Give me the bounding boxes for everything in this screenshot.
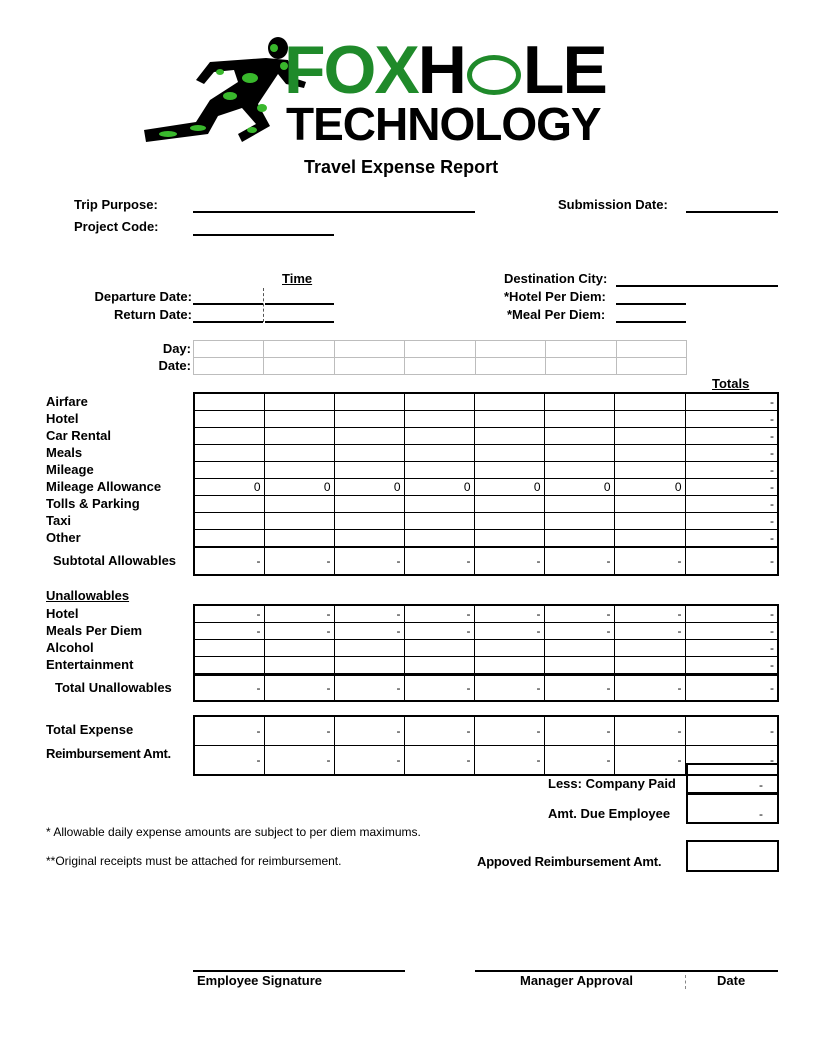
table-row	[194, 428, 778, 445]
day-cell[interactable]	[405, 341, 475, 358]
table-row	[194, 530, 778, 548]
allowables-table	[193, 392, 779, 548]
day-cell[interactable]	[264, 341, 334, 358]
less-company-paid-label: Less: Company Paid	[548, 776, 676, 791]
submission-date-label: Submission Date:	[558, 197, 668, 212]
row-total: -	[685, 445, 778, 462]
hotel-per-diem-field[interactable]	[616, 303, 686, 305]
date-signature-label: Date	[717, 973, 746, 988]
day-cell[interactable]	[546, 341, 616, 358]
logo-text-technology: TECHNOLOGY	[286, 98, 601, 150]
row-label: Meals Per Diem	[46, 623, 143, 638]
less-company-paid-value: -	[686, 763, 779, 795]
table-row	[194, 393, 778, 411]
day-cell[interactable]	[616, 341, 686, 358]
signature-divider	[685, 975, 686, 989]
total-unallowables-row: - - - - - - - -	[193, 674, 779, 702]
manager-approval-label: Manager Approval	[520, 973, 633, 988]
hotel-per-diem-label: *Hotel Per Diem:	[504, 289, 606, 304]
totals-header: Totals	[712, 376, 750, 391]
table-row	[194, 496, 778, 513]
row-label: Hotel	[46, 606, 79, 621]
logo-text-h: H	[417, 32, 465, 108]
row-total: -	[685, 496, 778, 513]
destination-city-field[interactable]	[616, 285, 778, 287]
subtotal-allowables-row: - - - - - - - -	[193, 546, 779, 576]
meal-per-diem-label: *Meal Per Diem:	[507, 307, 606, 322]
logo-text-fox: FOX	[284, 32, 418, 108]
day-cell[interactable]	[475, 341, 545, 358]
row-total: -	[685, 393, 778, 411]
trip-purpose-label: Trip Purpose:	[74, 197, 158, 212]
amt-due-employee-value: -	[686, 792, 779, 824]
report-title: Travel Expense Report	[304, 157, 499, 177]
mileage-allowance-cell: 0	[544, 479, 614, 496]
date-cell[interactable]	[264, 358, 334, 375]
return-time-field[interactable]	[265, 321, 334, 323]
row-total: -	[685, 462, 778, 479]
row-label: Alcohol	[46, 640, 94, 655]
time-header: Time	[282, 271, 313, 286]
company-logo	[138, 34, 698, 154]
subtotal-allowables-label: Subtotal Allowables	[53, 553, 177, 568]
day-date-grid	[193, 340, 687, 375]
table-row	[194, 445, 778, 462]
mileage-allowance-cell: 0	[194, 479, 264, 496]
date-cell[interactable]	[616, 358, 686, 375]
row-label: Taxi	[46, 513, 72, 528]
departure-date-field[interactable]	[193, 303, 263, 305]
row-total: -	[685, 479, 778, 496]
row-label: Airfare	[46, 394, 88, 409]
table-row: - - - - - - - -	[194, 605, 778, 623]
day-label: Day:	[162, 341, 191, 356]
submission-date-field[interactable]	[686, 211, 778, 213]
row-label: Mileage Allowance	[46, 479, 162, 494]
time-divider	[263, 288, 264, 322]
departure-time-field[interactable]	[265, 303, 334, 305]
total-unallowables-label: Total Unallowables	[55, 680, 172, 695]
row-label: Entertainment	[46, 657, 134, 672]
destination-city-label: Destination City:	[504, 271, 608, 286]
table-row	[194, 479, 778, 496]
table-row: - - - - - - - -	[194, 623, 778, 640]
departure-date-label: Departure Date:	[94, 289, 192, 304]
reimbursement-row: - - - - - - - -	[194, 746, 778, 776]
approved-reimbursement-label: Appoved Reimbursement Amt.	[477, 854, 662, 869]
date-cell[interactable]	[194, 358, 264, 375]
table-row	[194, 513, 778, 530]
row-label: Mileage	[46, 462, 94, 477]
allowables-labels	[46, 393, 161, 546]
manager-approval-line[interactable]	[475, 970, 778, 972]
unallowables-labels	[46, 605, 142, 673]
receipts-note: **Original receipts must be attached for reimbursement.	[46, 854, 342, 868]
runner-icon	[138, 34, 308, 152]
table-row: -	[194, 657, 778, 675]
row-label: Car Rental	[46, 428, 112, 443]
mileage-allowance-cell: 0	[334, 479, 404, 496]
project-code-field[interactable]	[193, 234, 334, 236]
return-date-label: Return Date:	[113, 307, 192, 322]
project-code-label: Project Code:	[74, 219, 159, 234]
logo-ring-icon	[467, 55, 521, 95]
total-expense-label: Total Expense	[46, 722, 134, 737]
date-label: Date:	[158, 358, 191, 373]
meal-per-diem-field[interactable]	[616, 321, 686, 323]
amt-due-employee-label: Amt. Due Employee	[548, 806, 671, 821]
date-cell[interactable]	[475, 358, 545, 375]
mileage-allowance-cell: 0	[264, 479, 334, 496]
row-label: Hotel	[46, 411, 79, 426]
day-cell[interactable]	[334, 341, 404, 358]
table-row	[194, 462, 778, 479]
per-diem-note: * Allowable daily expense amounts are subject to per diem maximums.	[46, 825, 421, 839]
unallowables-table	[193, 604, 779, 675]
reimbursement-amt-label: Reimbursement Amt.	[46, 746, 171, 761]
return-date-field[interactable]	[193, 321, 263, 323]
total-expense-row: - - - - - - - -	[194, 716, 778, 746]
mileage-allowance-cell: 0	[614, 479, 685, 496]
mileage-allowance-cell: 0	[404, 479, 474, 496]
row-total: -	[685, 530, 778, 548]
trip-purpose-field[interactable]	[193, 211, 475, 213]
mileage-allowance-cell: 0	[474, 479, 544, 496]
row-total: -	[685, 411, 778, 428]
table-row: -	[194, 640, 778, 657]
row-total: -	[685, 428, 778, 445]
day-cell[interactable]	[194, 341, 264, 358]
date-cell[interactable]	[334, 358, 404, 375]
date-cell[interactable]	[405, 358, 475, 375]
row-label: Other	[46, 530, 81, 545]
row-label: Meals	[46, 445, 83, 460]
logo-text-le: LE	[522, 32, 606, 108]
table-row	[194, 411, 778, 428]
employee-signature-label: Employee Signature	[197, 973, 322, 988]
row-label: Tolls & Parking	[46, 496, 140, 511]
row-total: -	[685, 513, 778, 530]
employee-signature-line[interactable]	[193, 970, 405, 972]
unallowables-header: Unallowables	[46, 588, 130, 603]
approved-reimbursement-field[interactable]	[686, 840, 779, 872]
date-cell[interactable]	[546, 358, 616, 375]
